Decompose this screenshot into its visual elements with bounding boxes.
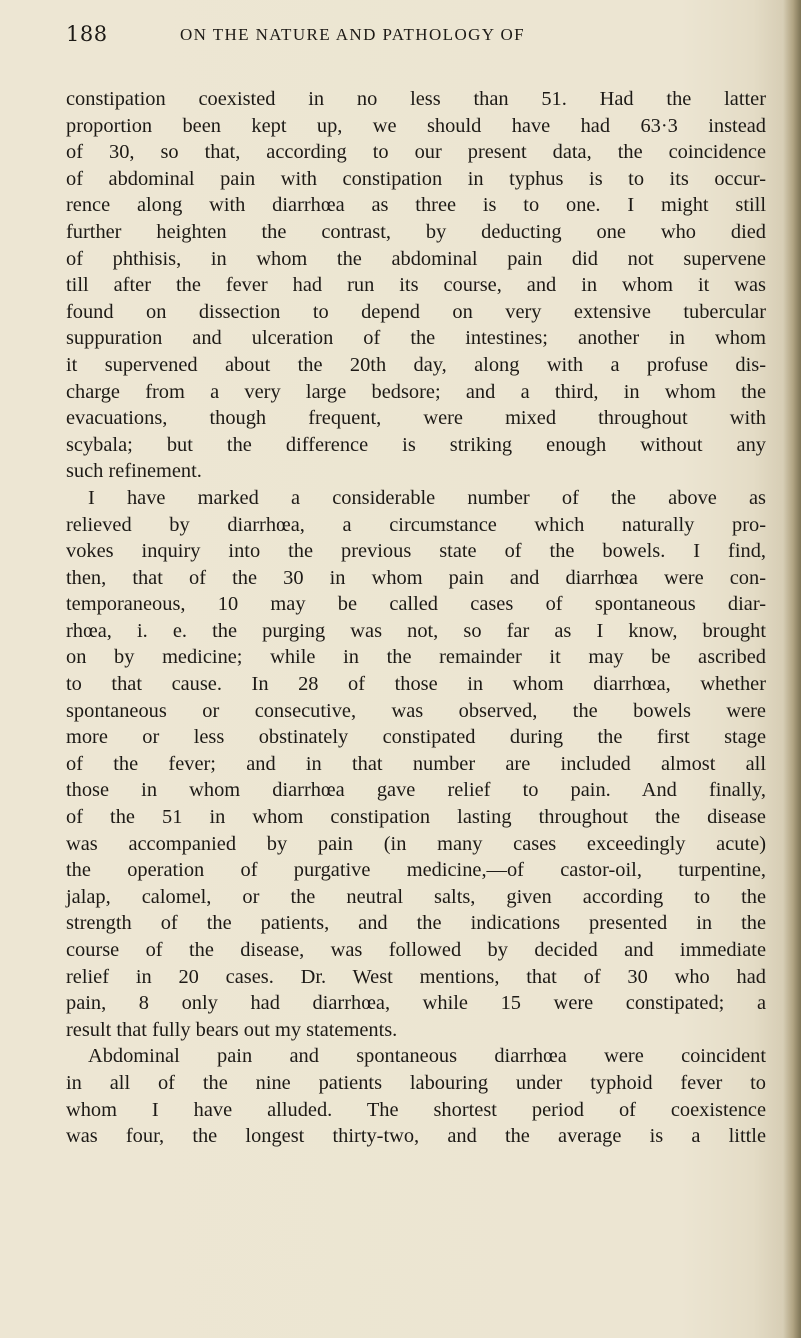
page-edge-shadow — [783, 0, 801, 1338]
text-line: result that fully bears out my statements. — [66, 1018, 398, 1041]
text-line: course of the disease, was followed by decided and immediate — [66, 939, 766, 961]
text-line: suppuration and ulceration of the intestines; another in whom — [66, 327, 766, 350]
running-head: ON THE NATURE AND PATHOLOGY OF — [180, 25, 526, 44]
text-line: further heighten the contrast, by deducting one who died — [66, 220, 766, 243]
text-line: constipation coexisted in no less than 51. Had the latter — [66, 88, 766, 110]
text-line: it supervened about the 20th day, along with a profuse dis- — [66, 353, 766, 376]
text-line: evacuations, though frequent, were mixed throughout with — [66, 407, 766, 430]
text-line: proportion been kept up, we should have had 63·3 instead — [66, 114, 766, 137]
text-line: rhœa, i. e. the purging was not, so far as I know, brought — [66, 619, 766, 642]
text-line: of the 51 in whom constipation lasting throughout the disease — [66, 806, 766, 829]
text-line: to that cause. In 28 of those in whom diarrhœa, whether — [66, 673, 766, 696]
text-line: I have marked a considerable number of the above as — [88, 486, 766, 509]
text-line: pain, 8 only had diarrhœa, while 15 were constipated; a — [66, 992, 766, 1015]
text-line: was accompanied by pain (in many cases exceedingly acute) — [66, 832, 766, 855]
text-line: those in whom diarrhœa gave relief to pain. And finally, — [66, 779, 766, 802]
text-line: of 30, so that, according to our present data, the coincidence — [66, 141, 766, 164]
text-line: till after the fever had run its course, and in whom it was — [66, 274, 766, 297]
text-line: such refinement. — [66, 460, 202, 483]
text-line: more or less obstinately constipated during the first stage — [66, 726, 766, 749]
text-line: relieved by diarrhœa, a circumstance which naturally pro- — [66, 513, 766, 536]
text-line: spontaneous or consecutive, was observed, the bowels were — [66, 699, 766, 722]
text-line: was four, the longest thirty-two, and the average is a little — [66, 1125, 766, 1148]
text-line: scybala; but the difference is striking enough without any — [66, 433, 766, 456]
text-line: whom I have alluded. The shortest period of coexistence — [66, 1098, 766, 1121]
text-line: of abdominal pain with constipation in typhus is to its occur- — [66, 167, 766, 190]
text-line: then, that of the 30 in whom pain and diarrhœa were con- — [66, 566, 766, 589]
body-text — [66, 86, 766, 1150]
text-line: Abdominal pain and spontaneous diarrhœa were coincident — [88, 1045, 766, 1068]
text-line: of the fever; and in that number are included almost all — [66, 752, 766, 775]
text-line: of phthisis, in whom the abdominal pain did not supervene — [66, 247, 766, 270]
text-line: temporaneous, 10 may be called cases of spontaneous diar- — [66, 593, 766, 616]
text-line: charge from a very large bedsore; and a third, in whom the — [66, 380, 766, 403]
text-line: the operation of purgative medicine,—of castor-oil, turpentine, — [66, 859, 766, 882]
text-line: rence along with diarrhœa as three is to one. I might still — [66, 194, 766, 217]
page-number: 188 — [66, 22, 108, 46]
text-line: vokes inquiry into the previous state of the bowels. I find, — [66, 540, 766, 563]
text-line: strength of the patients, and the indications presented in the — [66, 912, 766, 935]
text-line: in all of the nine patients labouring under typhoid fever to — [66, 1071, 766, 1094]
text-line: on by medicine; while in the remainder it may be ascribed — [66, 646, 766, 669]
text-line: relief in 20 cases. Dr. West mentions, that of 30 who had — [66, 965, 766, 988]
text-line: found on dissection to depend on very extensive tubercular — [66, 300, 766, 323]
text-line: jalap, calomel, or the neutral salts, given according to the — [66, 885, 766, 908]
